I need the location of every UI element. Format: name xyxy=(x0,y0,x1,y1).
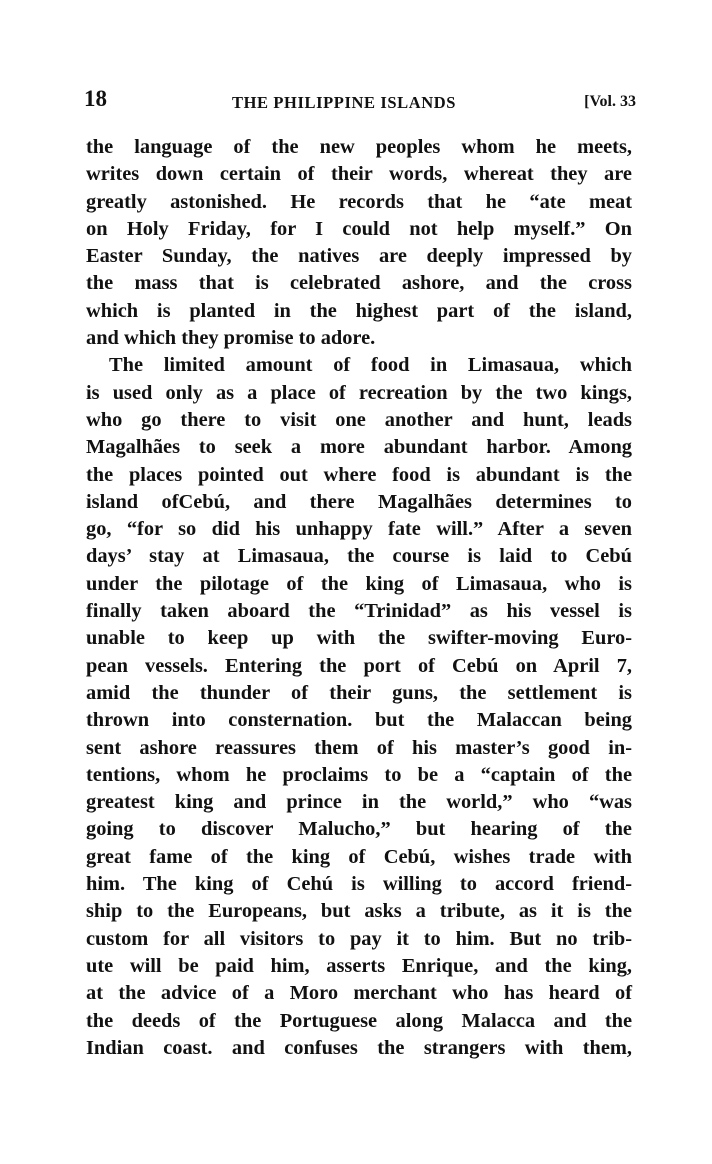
text-line: greatly astonished. He records that he “ate meat xyxy=(86,190,632,213)
text-line: go, “for so did his unhappy fate will.” After a seven xyxy=(86,518,632,541)
text-line: at the advice of a Moro merchant who has heard of xyxy=(86,982,632,1005)
text-line: finally taken aboard the “Trinidad” as his vessel is xyxy=(86,600,632,623)
text-line: days’ stay at Limasaua, the course is laid to Cebú xyxy=(86,545,632,568)
text-line: custom for all visitors to pay it to him. But no trib- xyxy=(86,927,632,950)
text-line: thrown into consternation. but the Malaccan being xyxy=(86,709,632,732)
volume-label: [Vol. 33 xyxy=(584,93,636,110)
text-line: the places pointed out where food is abundant is the xyxy=(86,463,632,486)
text-line: Magalhães to seek a more abundant harbor. Among xyxy=(86,436,632,459)
text-line: great fame of the king of Cebú, wishes trade with xyxy=(86,845,632,868)
text-line: ship to the Europeans, but asks a tribute, as it is the xyxy=(86,900,632,923)
text-line: island ofCebú, and there Magalhães determines to xyxy=(86,490,632,513)
paragraph-1 xyxy=(86,134,632,352)
text-line: is used only as a place of recreation by the two kings, xyxy=(86,381,632,404)
text-line: him. The king of Cehú is willing to accord friend- xyxy=(86,873,632,896)
text-line: under the pilotage of the king of Limasaua, who is xyxy=(86,572,632,595)
page-number: 18 xyxy=(84,86,107,111)
text-line: unable to keep up with the swifter-moving Euro- xyxy=(86,627,632,650)
text-line: tentions, whom he proclaims to be a “captain of the xyxy=(86,763,632,786)
text-line: writes down certain of their words, whereat they are xyxy=(86,163,632,186)
text-line: Easter Sunday, the natives are deeply impressed by xyxy=(86,245,632,268)
running-title: THE PHILIPPINE ISLANDS xyxy=(232,93,457,112)
paragraph-2 xyxy=(86,352,632,1062)
text-line: sent ashore reassures them of his master’s good in- xyxy=(86,736,632,759)
text-line: the mass that is celebrated ashore, and the cross xyxy=(86,272,632,295)
text-line: the language of the new peoples whom he meets, xyxy=(86,136,632,158)
text-line: and which they promise to adore. xyxy=(86,327,376,350)
text-line: Indian coast. and confuses the strangers with them, xyxy=(86,1036,632,1059)
text-line: The limited amount of food in Limasaua, which xyxy=(109,354,632,377)
text-line: ute will be paid him, asserts Enrique, and the king, xyxy=(86,954,632,977)
text-line: the deeds of the Portuguese along Malacca and the xyxy=(86,1009,632,1032)
text-line: on Holy Friday, for I could not help myself.” On xyxy=(86,217,632,240)
text-line: pean vessels. Entering the port of Cebú on April 7, xyxy=(86,654,632,677)
page-header xyxy=(84,86,636,116)
text-line: who go there to visit one another and hunt, leads xyxy=(86,408,632,431)
text-line: amid the thunder of their guns, the settlement is xyxy=(86,681,632,704)
body-text xyxy=(86,134,632,1084)
text-line: greatest king and prince in the world,” who “was xyxy=(86,791,632,814)
text-line: going to discover Malucho,” but hearing of the xyxy=(86,818,632,841)
text-line: which is planted in the highest part of the island, xyxy=(86,299,632,322)
